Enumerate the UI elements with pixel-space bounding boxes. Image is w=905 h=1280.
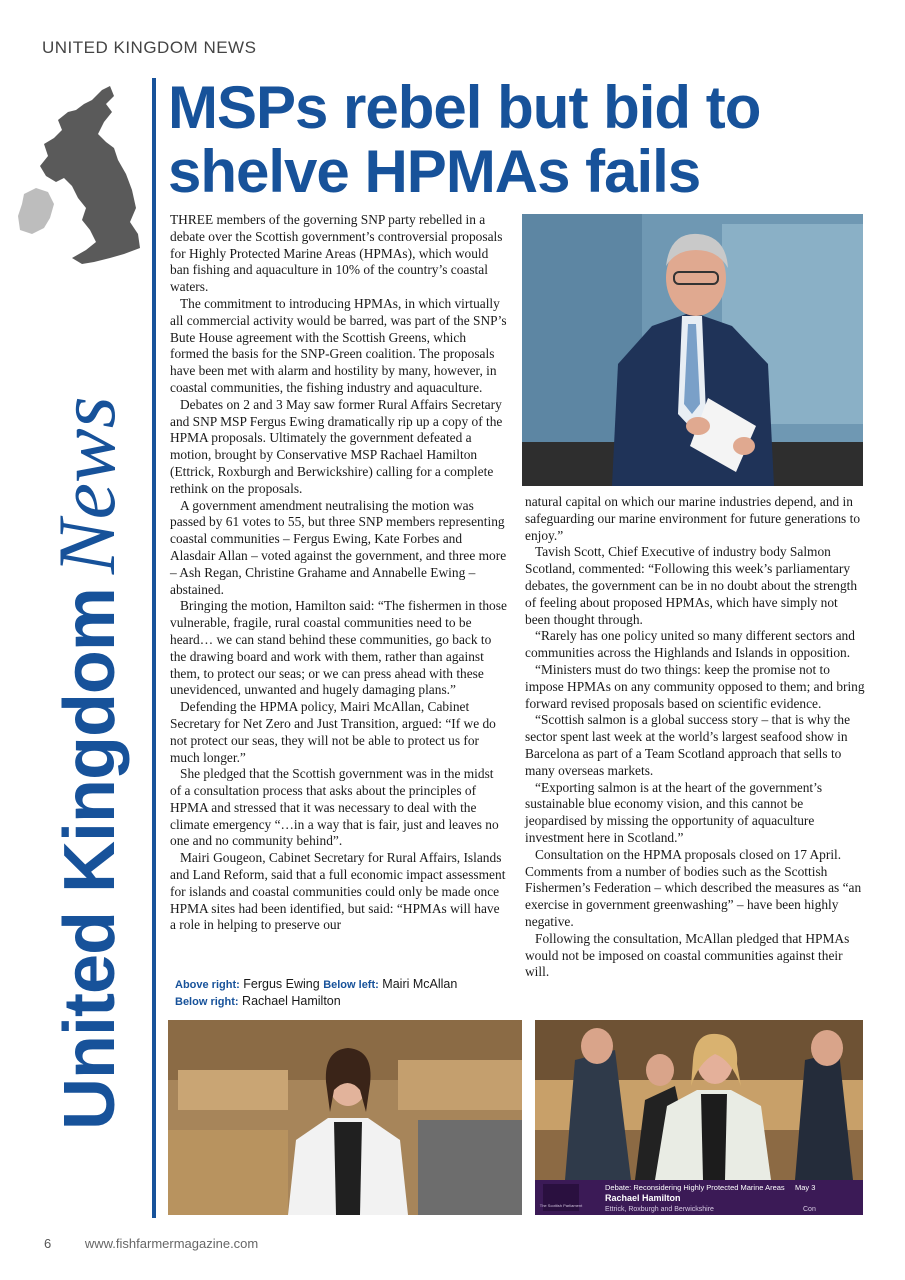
paragraph: Defending the HPMA policy, Mairi McAllan, Cabinet Secretary for Net Zero and Just Transition, argued: “If we do not protect our seas, they will not be able to protect us for much longer.” [170,699,496,765]
side-title-script: News [41,396,132,575]
caption-name: Fergus Ewing [243,977,320,991]
caption-label: Below right: [175,996,239,1008]
uk-map-icon [14,82,144,272]
section-label: UNITED KINGDOM NEWS [42,38,257,57]
page-footer [44,1236,258,1251]
page-title [168,76,868,204]
headline-line-1: MSPs rebel but bid to [168,74,761,141]
page-number: 6 [44,1236,52,1251]
article-column-2 [525,494,865,981]
photo-fergus-ewing [522,214,863,486]
paragraph: Tavish Scott, Chief Executive of industry body Salmon Scotland, commented: “Following this week’s parliamentary debates, the government can be in no doubt about the strength of feeling about proposed HPMAs, which have simply not been thought through. [525,544,858,627]
side-title [40,396,134,1130]
paragraph: Mairi Gougeon, Cabinet Secretary for Rural Affairs, Islands and Land Reform, said that a full economic impact assessment for islands and coastal communities could only be made once HPMA sites had been identified, but said: “HPMAs will have a role in helping to preserve our [170,850,506,933]
paragraph: Following the consultation, McAllan pledged that HPMAs would not be imposed on coastal communities against their will. [525,930,850,980]
paragraph: Debates on 2 and 3 May saw former Rural Affairs Secretary and SNP MSP Fergus Ewing dramatically rip up a copy of the HPMA proposals. Ultimately the government defeated a motion, brought by Conservative MSP Rachael Hamilton (Ettrick, Roxburgh and Berwickshire) calling for a complete rethink on the proposals. [170,396,503,496]
paragraph: A government amendment neutralising the motion was passed by 61 votes to 55, but three SNP members representing coastal communities – Fergus Ewing, Kate Forbes and Alasdair Allan – voted against the government, and three more – Ash Regan, Christine Grahame and Annabelle Ewing – abstained. [170,497,507,597]
paragraph: “Exporting salmon is at the heart of the government’s sustainable blue economy vision, and this cannot be jeopardised by missing the opportunity of aquaculture investment here in Scotland.” [525,779,823,845]
paragraph: Bringing the motion, Hamilton said: “The fishermen in those vulnerable, fragile, rural coastal communities need to be heard… we can stand behind these communities, go back to the drawing board and work with them, rather than against them, to protect our seas; or we can press ahead with these unevidenced, unwanted and hugely damaging plans.” [170,598,507,698]
photo-mairi-mcallan [168,1020,522,1215]
footer-url[interactable]: www.fishfarmermagazine.com [84,1236,259,1251]
paragraph: She pledged that the Scottish government was in the midst of a consultation process that asks about the principles of HPMA and stressed that it was necessary to deal with the climate emergency “…in a way that is fair, just and leaves no one and no community behind”. [170,766,499,849]
tv-date: May 3 [795,1183,816,1192]
paragraph: natural capital on which our marine industries depend, and in safeguarding our marine environment for future generations to enjoy.” [525,494,861,543]
tv-speaker-name: Rachael Hamilton [605,1193,681,1203]
tv-logo-text: The Scottish Parliament [539,1203,583,1208]
paragraph: “Rarely has one policy united so many different sectors and communities across the Highlands and Islands in opposition. [525,628,855,661]
photo-rachael-hamilton [535,1020,863,1215]
side-title-bold: United Kingdom [50,588,130,1130]
tv-constituency: Ettrick, Roxburgh and Berwickshire [605,1206,714,1213]
photo-captions [175,976,457,1010]
paragraph: “Scottish salmon is a global success story – that is why the sector spent last week at the world’s largest seafood show in Barcelona as part of a Team Scotland approach that sells to many overseas markets. [525,712,851,778]
paragraph: THREE members of the governing SNP party rebelled in a debate over the Scottish government’s controversial proposals for Highly Protected Marine Areas (HPMAs), which would ban fishing and aquaculture in 10% of the country’s coastal waters. [170,212,503,295]
caption-label: Above right: [175,979,240,991]
vertical-divider [152,78,156,1218]
tv-debate-title: Debate: Reconsidering Highly Protected Marine Areas [605,1183,785,1192]
article-column-1 [170,212,508,934]
caption-name: Rachael Hamilton [242,994,341,1008]
caption-label: Below left: [323,979,379,991]
caption-name: Mairi McAllan [382,977,458,991]
paragraph: “Ministers must do two things: keep the promise not to impose HPMAs on any community opposed to them; and bring forward revised proposals based on scientific evidence. [525,661,865,711]
paragraph: Consultation on the HPMA proposals closed on 17 April. Comments from a number of bodies such as the Scottish Fishermen’s Federation – which described the measures as “an exercise in government greenwashing” – have been highly negative. [525,846,862,929]
paragraph: The commitment to introducing HPMAs, in which virtually all commercial activity would be barred, was part of the SNP’s Bute House agreement with the Scottish Greens, which formed the basis for the SNP-Green coalition. The proposals have been met with alarm and hostility by many, however, in coastal communities, the fishing industry and aquaculture. [170,295,507,395]
headline-line-2: shelve HPMAs fails [168,138,701,205]
tv-party: Con [803,1206,816,1213]
